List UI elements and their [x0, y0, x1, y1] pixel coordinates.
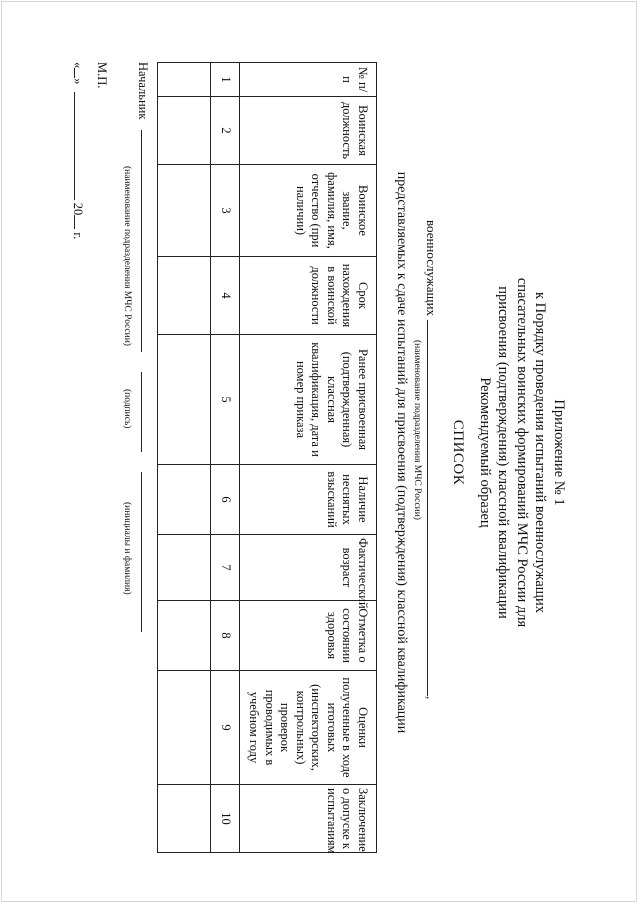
- table-header-row: [240, 63, 377, 853]
- day-field[interactable]: [74, 68, 86, 78]
- header-cell: Срок нахождения в воинской должности: [240, 257, 377, 335]
- column-number: 6: [211, 465, 240, 535]
- signature-line[interactable]: [141, 372, 142, 452]
- table-number-row: [211, 63, 240, 853]
- column-number: 1: [211, 63, 240, 97]
- appendix-sample-note: Рекомендуемый образец: [477, 377, 493, 528]
- document-title: СПИСОК: [450, 419, 466, 486]
- header-cell: Ранее присвоенная (подтвержденная) классная квалификация, дата и номер приказа: [240, 335, 377, 465]
- personnel-line: [423, 220, 440, 699]
- column-number: 9: [211, 671, 240, 785]
- header-cell: Воинское звание, фамилия, имя, отчество (при наличии): [240, 165, 377, 257]
- full-name-line[interactable]: [141, 472, 142, 632]
- personnel-comma: ,: [424, 696, 439, 700]
- column-number: 2: [211, 97, 240, 165]
- appendix-line: к Порядку проведения испытаний военнослужащих: [532, 292, 549, 613]
- personnel-label: военнослужащих: [424, 220, 439, 317]
- column-number: 10: [211, 785, 240, 853]
- full-name-caption: (инициалы и фамилия): [122, 502, 132, 595]
- date-line: «» 20 г.: [71, 62, 85, 240]
- month-field[interactable]: [74, 92, 86, 200]
- unit-name-caption: (наименование подразделения МЧС России): [122, 166, 132, 346]
- roster-table: [157, 62, 377, 853]
- header-cell: Заключение о допуске к испытаниям: [240, 785, 377, 853]
- column-number: 5: [211, 335, 240, 465]
- column-number: 3: [211, 165, 240, 257]
- header-cell: Отметка о состоянии здоровья: [240, 601, 377, 671]
- appendix-line: присвоения (подтверждения) классной квалификации: [495, 286, 512, 619]
- unit-name-field[interactable]: [427, 320, 440, 696]
- header-cell: № п/п: [240, 63, 377, 97]
- purpose-line: представляемых к сдаче испытаний для присвоения (подтверждения) классной квалификации: [394, 171, 409, 734]
- appendix-header: [476, 0, 569, 905]
- header-cell: Фактический возраст: [240, 535, 377, 601]
- chief-label: Начальник: [136, 62, 150, 120]
- unit-name-line[interactable]: [141, 130, 142, 352]
- stamp-label: М.П.: [95, 62, 109, 89]
- column-number: 8: [211, 601, 240, 671]
- column-number: 7: [211, 535, 240, 601]
- unit-caption: (наименование подразделения МЧС России): [412, 340, 422, 520]
- appendix-line: спасательных воинских формирований МЧС России для: [514, 277, 530, 628]
- header-cell: Оценки полученные в ходе итоговых (инспекторских, контрольных) проверок проводимых в учебном году: [240, 671, 377, 785]
- column-number: 4: [211, 257, 240, 335]
- header-cell: Наличие неснятых взысканий: [240, 465, 377, 535]
- header-cell: Воинская должность: [240, 97, 377, 165]
- appendix-title: Приложение № 1: [551, 399, 567, 506]
- signature-caption: (подпись): [122, 389, 132, 429]
- signature-block: [90, 62, 170, 852]
- year-field[interactable]: [74, 215, 86, 229]
